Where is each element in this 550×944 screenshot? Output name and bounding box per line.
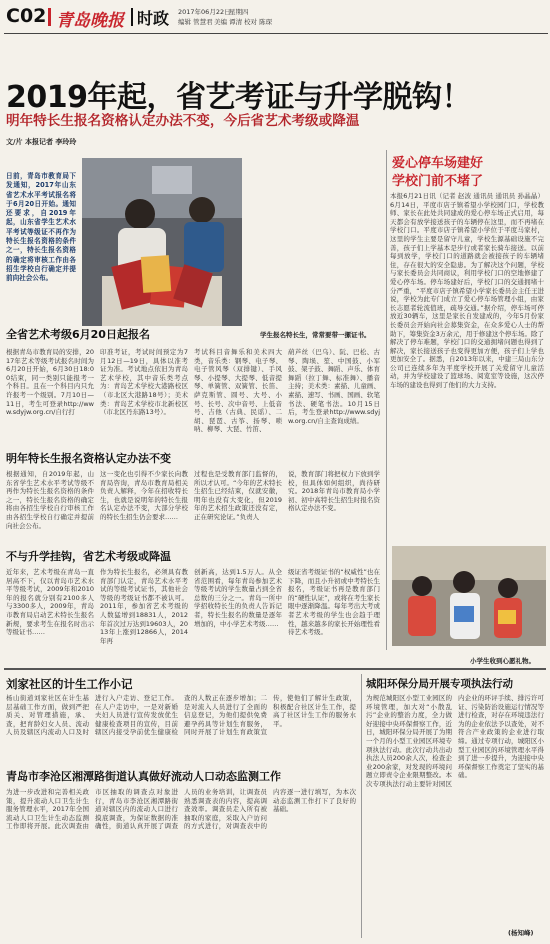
sub3-col-2: 作为特长生报名，必须具有教育部门认定，青岛艺术水平考试的等级考试证书，其他社会等级的考级证书都不被认可。2011年，参加省艺术考级的人数猛增到18831人，2012年首次过万达到19603人，2013年上涨到12866人，2014年再 [100,568,188,645]
xiangtan-body: 为进一步改进和完善相关政策，提升流动人口卫生计生服务管理水平，2017年全国流动人口卫生计生动态监测工作即将开展。此次调查由市区抽取的调查点对象进行，青岛市李沧区湘潭路街道对辖区内的流动人口进行摸底调查，为保证数据的准确性，街道认真开展了调查人员的业务培训，让调查员熟悉调查表的内容，提高调查效率。调查员走入所有被抽取的家庭，采取入户访问的方式进行，对调查表中的内容逐一进行填写，为本次动态监测工作打下了良好的基础。 [6,788,356,831]
side-headline-line2: 学校门前不堵了 [392,174,484,189]
masthead [0,0,550,34]
liujia-body: 杨山街道刘家社区在计生基层基础工作方面，做到严把质关、对管理措施，承、查，把育龄妇女人员、流动人员及辖区内流动人口及时进行入户走访、登记工作。在人户走访中，一是对新婚夫妇人员进行宣传发放优生健康检查项目的宣传，目前辖区内接受孕前优生健康检查的人数正在逐步增加；二是对流入人员进行了全面的信息登记，为他们提供免费避孕药具等计划生育服务，同时开展了计划生育政策宣传，使他们了解计生政策，积极配合社区计生工作，提高了社区计生工作的服务水平。 [6,694,356,737]
section-bar [131,8,133,26]
side-column-divider [386,150,387,650]
main-photo-caption: 学生报名特长生，常常要带一摞证书。 [260,331,371,339]
students-registration-photo [82,158,242,326]
issue-date: 2017年06月22日 [178,8,231,16]
section-divider [4,668,546,670]
issue-weekday: 星期四 [229,8,249,16]
chengyang-byline: (杨知峰) [508,929,534,937]
sub3-col-1: 近年来，艺术考级在青岛一直居高不下，仅以青岛市艺术水平等级考试，2009年和2010年的报名就分别有2100多人与3300多人，2009年，青岛市教育局启动艺术特长生报名新规，要求考生在报名时出示等级证书…… [6,568,94,637]
subhead-registration: 全省艺术考级6月20日起报名 [6,328,150,341]
sub3-col-4: 级证省考级证书的“权威性”也在下降，而且小升初或中考特长生报名，考级证书再是教育部门的“硬性认证”，或将在考生家长眼中逐渐降温。每年考出大考或者艺术考级的学生也会趋于理性，越来越多的家长开始理性看待艺术考级。 [288,568,380,637]
sub2-col-1: 根据通知，自2019年起，山东省学生艺术水平考试等级不再作为特长生报名资格的条件之一，特长生报名资格的确定将由各招生学校自行审核工作由各招生学校自行确定并提前向社会公布。 [6,470,94,530]
sub1-col-2: 印准考证，考试时间预定为7月12日—19日，具体以准考证为准。考试地点依旧为青岛艺术学校，其中音乐类考点为：青岛艺术学校大港路校区（市北区大港路18号）；美术类：青岛艺术学校市北新校区（市北区丹东路13号）。 [100,348,188,417]
children-gifts-photo [392,546,546,646]
bottom-column-divider [361,674,362,938]
sub2-col-2: 这一变化也引得不少家长向教育局咨询，青岛市教育局相关负责人解释，今年在招收特长生，也就是说明年的特长生报名认定办法不变，大部分学校的特长生招生仍会要求…… [100,470,188,521]
sub3-col-3: 创新高，达到1.5万人。从全省范围看，每年青岛参加艺术等级考试的学生数量占到全省总数的三分之一。青岛一所中学招收特长生的负责人告诉记者，特长生报名的数量是逐年增加的，中小学艺术考级…… [194,568,282,628]
chengyang-body: 为规范城阳区小型工业园区的环境管理，加大对“小散乱污”企业的整治力度，全力做好迎接中央环保督察工作，近日，城阳环保分局开展了为期一个月的小型工业园区环境专项执法行动。此次行动共出动执法人员200余人次，检查企业200余家，对发现的环境问题立即责令企业限期整改。本次专项执法行动主要针对园区内企业的环评手续、排污许可证、污染防治设施运行情况等进行检查，对存在环境违法行为的企业依法予以查处，对不符合产业政策的企业进行取缔。通过专项行动，城阳区小型工业园区的环境管理水平得到了进一步提升，为迎接中央环保督察工作奠定了坚实的基础。 [366,694,544,788]
liujia-headline: 刘家社区的计生工作小记 [6,677,133,691]
paper-logo: 青岛晚报 [56,11,124,31]
chengyang-headline: 城阳环保分局开展专项执法行动 [366,678,513,690]
header-rule [4,33,548,34]
page-number: C02 [6,5,47,27]
sub1-col-1: 根据青岛市教育局的安排，2017年艺术等级考试报名时间为6月20日开始，6月30日18:00结束，同一类别只能报考一个科目。且在一个科目内只允许报考一个级别。7月10日—11日，考生可登录http://www.sdyjw.org.cn/自行打 [6,348,94,417]
section-name: 时政 [137,9,170,28]
side-photo-caption: 小学生收到心愿礼物。 [470,657,535,665]
sub1-col-4: 葫芦丝（巴乌）、阮、巴松、古琴、陶埙、笙、中国鼓、小军鼓、架子鼓、舞蹈、声乐、体育舞蹈（拉丁舞、标准舞）、播音主持；美术类：素描、儿童画、素描、速写、书画、国画、软笔书法、硬笔书法。10月15日后，考生登录http://www.sdyjw.org.cn/自主查询成绩。 [288,348,380,425]
proofreader-credit: 校对 陈琛 [244,18,273,26]
editor-credit: 编辑 管慧君 [178,18,213,26]
main-lead: 日前，青岛市教育局下发通知，2017年山东省艺术水平考试报名将于6月20日开始。通知还要求，自2019年起，山东省学生艺术水平考试等级证不再作为特长生报名资格的条件之一，特长生报名资格的确定将审核工作由各招生学校自行确定并提前向社会公布。 [6,172,76,283]
xiangtan-headline: 青岛市李沧区湘潭路街道认真做好流动人口动态监测工作 [6,770,281,783]
sub2-col-4: 说，教育部门将把权力下放到学校，但具体如何组织，尚待研究。2018年青岛市教育局小学初、初中高特长生招生时报名资格认定办法不变。 [288,470,380,513]
main-byline: 文/片 本报记者 李玲玲 [6,138,77,146]
main-headline: 2019年起，省艺考证与升学脱钩！ [6,80,471,115]
main-subheadline: 明年特长生报名资格认定办法不变，今后省艺术考级或降温 [6,113,360,129]
sub1-col-3: 考试科目音舞乐和美术四大类，音乐类：钢琴、电子琴、电子管风琴（双排键）、手风琴、小提琴、大提琴、低音提琴、单簧管、双簧管、长笛、萨克斯管、圆号、大号、小号、长号、次中音号、上低音号、吉他（古典、民谣）、二胡、琵琶、古筝、扬琴、唢呐、柳琴、大琵、竹笛、 [194,348,282,434]
page-number-bar [48,8,51,26]
sub2-col-3: 过程也是受教育部门监督的，所以才认可。“今年的艺术特长生招生已经结束，仅就安徽，明年也没有大变化，但2019年的艺术招生政策还没有定，正在研究论证。”负责人 [194,470,282,521]
side-headline-line1: 爱心停车场建好 [392,156,484,171]
side-story-body: 本报6月21日讯（记者 赵波 通讯员 通讯员 孙晶晶）6月14日，平度市店子镇希望小学校园门口，学校教师、家长在此处共同建成的爱心停车场正式启用，每天都会有放学接送孩子的车辆停在这里，而不再堵在学校门口。平度市店子镇希望小学位于平度马家村，这里的学生主要是留守儿童，学校生源基础设施不完善，孩子们上学基本是步行或者家长骑车接送。以前每到放学，学校门口的道路就会被接孩子的车辆堵住，存在很大的安全隐患。为了解决这个问题，学校与家长委员会共同商议，利用学校门口的空地修建了爱心停车场。停车场建好后，学校门口的交通拥堵十分严重，“平度市店子镇希望小学家长委员会主任王进说，学校为此专门成立了爱心停车场管理小组，由家长志愿者轮流值班，疏导交通。”据介绍，停车场可停放近30辆车，这里是家长自发建成的，今年5月份家长委员会开始向社会募集资金，在众多爱心人士的帮助下，筹集资金3万余元，用于修建这个停车场。除了解决了停车难题，学校门口的交通拥堵问题也得到了解决，家长接送孩子也变得更加方便，孩子们上学也更加安全了。据悉，自2013年以来，中建三局山东分公司已连续多年为平度学校开展了关爱留守儿童活动，并为学校建设了篮球场、阅览室等设施，这次停车场的建设也得到了他们的大力支持。 [390,192,544,390]
designer-credit: 美编 谭清 [214,18,243,26]
subhead-cooling: 不与升学挂钩，省艺术考级或降温 [6,550,171,563]
subhead-qualification: 明年特长生报名资格认定办法不变 [6,452,171,465]
